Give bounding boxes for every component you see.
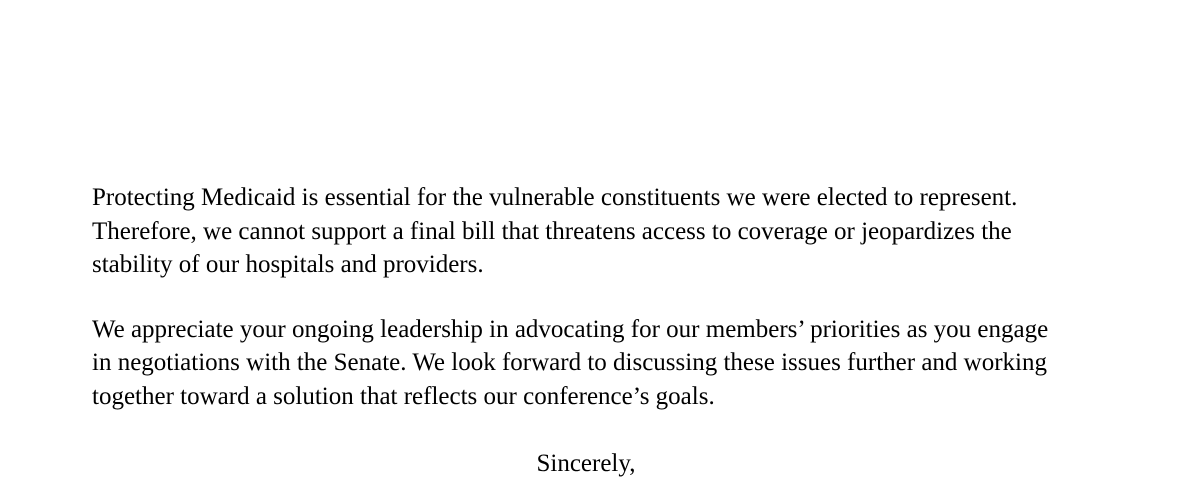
letter-body xyxy=(92,181,1092,413)
closing-salutation: Sincerely, xyxy=(536,450,636,477)
paragraph-medicaid: Protecting Medicaid is essential for the vulnerable constituents we were elected to represent. Therefore, we cannot support a final bill that threatens access to coverage or jeopardizes the stability of our hospitals and providers. xyxy=(92,184,1018,278)
paragraph-leadership: We appreciate your ongoing leadership in advocating for our members’ priorities as you engage in negotiations with the Senate. We look forward to discussing these issues further and working together toward a solution that reflects our conference’s goals. xyxy=(92,315,1049,410)
